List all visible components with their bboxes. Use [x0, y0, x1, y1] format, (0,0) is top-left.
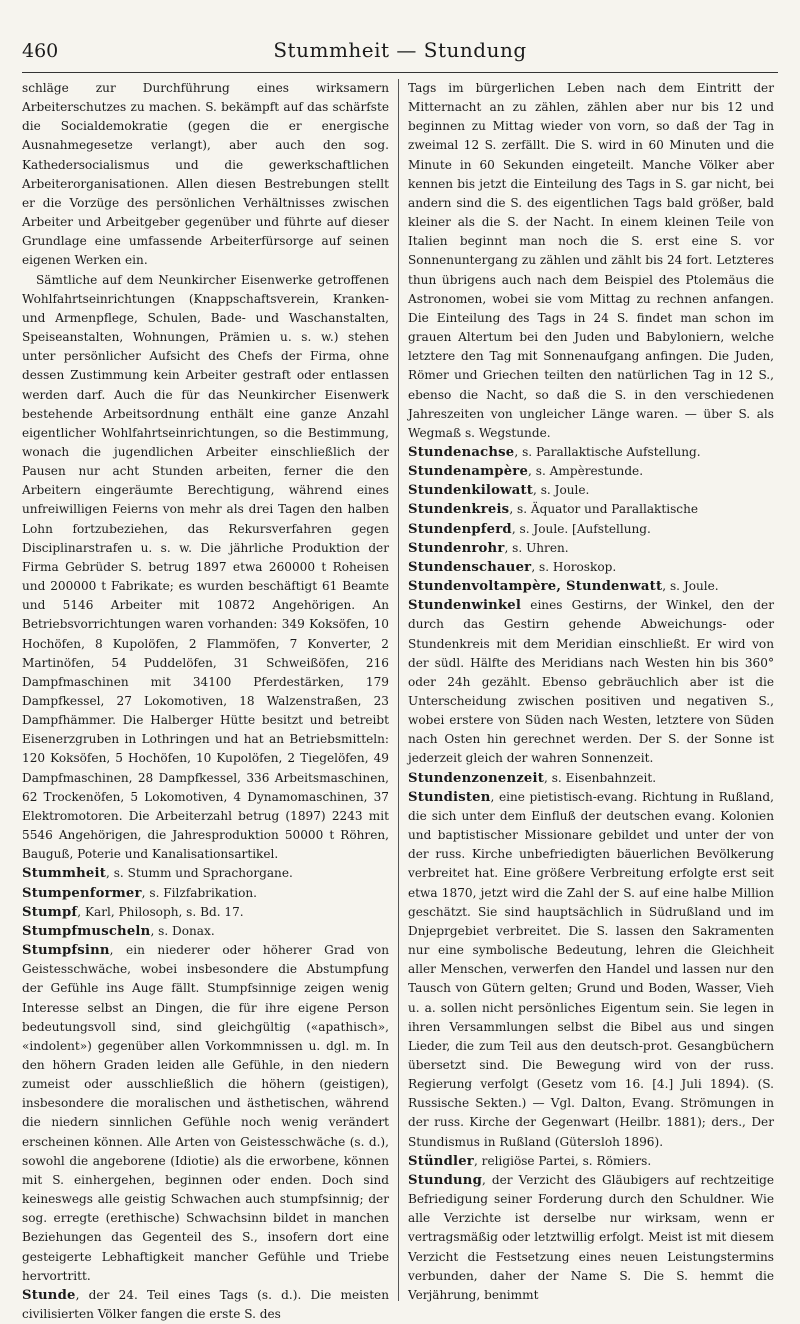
entry-text: eines Gestirns, der Winkel, den der durch das Gestirn gehende Abweichungs- oder Stundenkreis mit dem Meridian einschließt. Er wird von der südl. Hälfte des Meridians nach Westen hin bis 360° oder 24h gezählt. Ebenso gebräuchlich aber ist die Unterscheidung zwischen positiven und negativen S., wobei erstere von Süden nach Westen, letztere von Süden nach Osten hin gerechnet werden. Der S. der Sonne ist jederzeit gleich der wahren Sonnenzeit.: [408, 598, 774, 766]
entry-headword: Stundenpferd: [408, 521, 512, 537]
running-title: Stummheit — Stundung: [273, 38, 527, 62]
dictionary-entry: [22, 884, 389, 903]
entry-text: , s. Joule. [Aufstellung.: [511, 521, 651, 536]
left-column: [22, 79, 398, 1321]
entry-headword: Stundenwinkel: [408, 598, 522, 614]
entry-headword: Stunde: [22, 1287, 76, 1303]
dictionary-entry: [408, 577, 774, 596]
entry-text: , s. Joule.: [533, 483, 590, 498]
body-paragraph: Tags im bürgerlichen Leben nach dem Eintritt der Mitternacht an zu zählen, zählen aber nur bis 12 und beginnen zu Mittag wieder von vorn, so daß der Tag in zweimal 12 S. zerfällt. Die S. wird in 60 Minuten und die Minute in 60 Sekunden eingeteilt. Manche Völker aber kennen bis jetzt die Einteilung des Tags in S. gar nicht, bei andern sind die S. des eigentlichen Tags bald größer, bald kleiner als die S. der Nacht. In einem kleinen Teile von Italien beginnt man noch die S. erst eine S. vor Sonnenuntergang zu zählen und zählt bis 24 fort. Letzteres thun übrigens auch nach dem Beispiel des Ptolemäus die Astronomen, wobei sie vom Mittag zu rechnen anfangen. Die Einteilung des Tags in 24 S. findet man schon im grauen Altertum bei den Juden und Babyloniern, welche letztere den Tag mit Sonnenaufgang anfingen. Die Juden, Römer und Griechen teilten den natürlichen Tag in 12 S., ebenso die Nacht, so daß die S. in den verschiedenen Jahreszeiten von ungleicher Länge waren. — über S. als Wegmaß s. Wegstunde.: [408, 81, 774, 440]
entry-text: , s. Horoskop.: [531, 559, 617, 574]
dictionary-entry: [408, 596, 774, 768]
dictionary-entry: [408, 1152, 774, 1171]
dictionary-entry: [408, 769, 774, 788]
dictionary-entry: [22, 922, 389, 941]
entry-text: , der Verzicht des Gläubigers auf rechtzeitige Befriedigung seiner Forderung durch den Schuldner. Wie alle Verzichte ist derselbe nur wirksam, wenn er vertragsmäßig oder letztwillig erfolgt. Meist ist mit diesem Verzicht die Festsetzung eines neuen Leistungstermins verbunden, daher der Name S. Die S. hemmt die Verjährung, benimmt: [408, 1172, 774, 1302]
entry-headword: Stumpf: [22, 904, 78, 920]
dictionary-entry: [408, 558, 774, 577]
entry-headword: Stundenampère: [408, 464, 529, 480]
entry-headword: Stundenvoltampère, Stundenwatt: [408, 579, 663, 595]
entry-headword: Stundung: [408, 1172, 483, 1188]
dictionary-entry: [22, 941, 389, 1286]
dictionary-entry: [408, 481, 774, 500]
entry-text: , s. Stumm und Sprachorgane.: [106, 866, 293, 881]
text-columns: [22, 79, 778, 1321]
body-paragraph: Sämtliche auf dem Neunkircher Eisenwerke getroffenen Wohlfahrtseinrichtungen (Knappschaftsverein, Kranken- und Armenpflege, Schulen, Bade- und Waschanstalten, Speiseanstalten, Wohnungen, Prämien u. s. w.) stehen unter persönlicher Aufsicht des Chefs der Firma, ohne dessen Zustimmung kein Arbeiter gestraft oder entlassen werden darf. Auch die für das Neunkircher Eisenwerk bestehende Arbeitsordnung enthält eine ganze Anzahl eigentlicher Wohlfahrtseinrichtungen, so die Bestimmung, wonach die jugendlichen Arbeiter einschließlich der Pausen nur acht Stunden arbeiten, ferner die den Arbeitern eingeräumte Berechtigung, während eines unfreiwilligen Feierns von mehr als drei Tagen den halben Lohn fortzubeziehen, das Rekursverfahren gegen Disciplinarstrafen u. s. w. Die jährliche Produktion der Firma Gebrüder S. betrug 1897 etwa 260000 t Roheisen und 200000 t Fabrikate; es wurden beschäftigt 61 Beamte und 5146 Arbeiter mit 10872 Angehörigen. An Betriebsvorrichtungen waren vorhanden: 349 Koksöfen, 10 Hochöfen, 8 Kupolöfen, 2 Flammöfen, 7 Konverter, 2 Martinöfen, 54 Puddelöfen, 31 Schweißöfen, 216 Dampfmaschinen mit 34100 Pferdestärken, 179 Dampfkessel, 27 Lokomotiven, 18 Walzenstraßen, 23 Dampfhämmer. Die Halberger Hütte besitzt und betreibt Eisenerzgruben in Lothringen und hat an Betriebsmitteln: 120 Koksöfen, 5 Hochöfen, 10 Kupolöfen, 2 Tiegelöfen, 49 Dampfmaschinen, 28 Dampfkessel, 336 Arbeitsmaschinen, 62 Trockenöfen, 5 Lokomotiven, 4 Dynamomaschinen, 37 Elektromotoren. Die Arbeiterzahl betrug (1897) 2243 mit 5546 Angehörigen, die Jahresproduktion 50000 t Röhren, Bauguß, Poterie und Kanalisationsartikel.: [22, 272, 389, 862]
dictionary-entry: [408, 788, 774, 1152]
dictionary-entry: [22, 1286, 389, 1324]
entry-headword: Stumpfsinn: [22, 943, 110, 959]
dictionary-entry: [408, 520, 774, 539]
entry-text: , s. Parallaktische Aufstellung.: [514, 444, 701, 459]
entry-text: , religiöse Partei, s. Römiers.: [473, 1153, 652, 1168]
dictionary-entry: [408, 539, 774, 558]
entry-text: , ein niederer oder höherer Grad von Geistesschwäche, wobei insbesondere die Abstumpfung der Gefühle ins Auge fällt. Stumpfsinnige zeigen wenig Interesse selbst an Dingen, die für ihre eigene Person bedeutungsvoll sind, sind gleichgültig («apathisch», «indolent») gegenüber allen Vorkommnissen u. dgl. m. In den höhern Graden leiden alle Gefühle, in den niedern zumeist oder ausschließlich die höhern (geistigen), insbesondere die moralischen und ästhetischen, während die niedern sinnlichen Gefühle noch wenig verändert erscheinen können. Alle Arten von Geistesschwäche (s. d.), sowohl die angeborene (Idiotie) als die erworbene, können mit S. einhergehen, beginnen oder enden. Doch sind keineswegs alle geistig Schwachen auch stumpfsinnig; der sog. erregte (erethische) Schwachsinn bildet in manchen Beziehungen das Gegenteil des S., insofern dort eine gesteigerte Lebhaftigkeit mancher Gefühle und Triebe hervortritt.: [22, 943, 389, 1283]
entry-headword: Stumpenformer: [22, 885, 142, 901]
entry-text: , s. Eisenbahnzeit.: [544, 770, 657, 785]
entry-text: , eine pietistisch-evang. Richtung in Rußland, die sich unter dem Einfluß der deutschen evang. Kolonien und baptistischer Missionare gebildet und unter der von der russ. Kirche unbefriedigten bäuerlichen Bevölkerung verbreitet hat. Eine größere Verbreitung erfolgte erst seit etwa 1870, jetzt wird die Zahl der S. auf eine halbe Million geschätzt. Sie sind hauptsächlich in Südrußland und im Dnjeprgebiet verbreitet. Die S. lassen den Sakramenten nur eine symbolische Bedeutung, lehren die Gleichheit aller Menschen, verwerfen den Handel und lassen nur den Tausch von Gütern gelten; Grund und Boden, Wasser, Vieh u. a. sollen nicht persönliches Eigentum sein. Sie legen in ihren Versammlungen selbst die Bibel aus und singen Lieder, die zum Teil aus den deutsch-prot. Gesangbüchern übersetzt sind. Die Bewegung wird von der russ. Regierung verfolgt (Gesetz vom 16. [4.] Juli 1894). (S. Russische Sekten.) — Vgl. Dalton, Evang. Strömungen in der russ. Kirche der Gegenwart (Heilbr. 1881); ders., Der Stundismus in Rußland (Gütersloh 1896).: [408, 789, 774, 1149]
entry-text: , s. Äquator und Parallaktische: [509, 502, 699, 517]
dictionary-entry: [408, 462, 774, 481]
entry-text: , s. Filzfabrikation.: [141, 885, 258, 900]
entry-text: , der 24. Teil eines Tags (s. d.). Die meisten civilisierten Völker fangen die erste S. des: [22, 1287, 389, 1321]
dictionary-entry: [22, 864, 389, 883]
dictionary-entry: [22, 903, 389, 922]
entry-text: , s. Uhren.: [504, 540, 569, 555]
entry-headword: Stundenzonenzeit: [408, 770, 545, 786]
entry-headword: Stundenschauer: [408, 559, 532, 575]
entry-text: , Karl, Philosoph, s. Bd. 17.: [77, 904, 244, 919]
entry-headword: Stündler: [408, 1153, 474, 1169]
entry-headword: Stumpfmuscheln: [22, 923, 151, 939]
entry-text: , s. Donax.: [150, 923, 215, 938]
page-header: [22, 38, 778, 73]
page-number: 460: [22, 40, 59, 62]
entry-headword: Stundenachse: [408, 444, 515, 460]
dictionary-entry: [408, 1171, 774, 1305]
entry-text: , s. Ampèrestunde.: [528, 464, 644, 479]
entry-headword: Stummheit: [22, 866, 106, 882]
dictionary-entry: [408, 443, 774, 462]
entry-headword: Stundenkreis: [408, 502, 510, 518]
entry-text: , s. Joule.: [662, 579, 719, 594]
entry-headword: Stundenrohr: [408, 540, 505, 556]
entry-headword: Stundenkilowatt: [408, 483, 534, 499]
entry-headword: Stundisten: [408, 789, 491, 805]
dictionary-entry: [408, 500, 774, 519]
right-column: [398, 79, 774, 1301]
body-paragraph: schläge zur Durchführung eines wirksamern Arbeiterschutzes zu machen. S. bekämpft auf das schärfste die Socialdemokratie (gegen die er energische Ausnahmegesetze verlangt), aber auch den sog. Kathedersocialismus und die gewerkschaftlichen Arbeiterorganisationen. Allen diesen Bestrebungen stellt er die Vorzüge des persönlichen Verhältnisses zwischen Arbeiter und Arbeitgeber gegenüber und führte auf dieser Grundlage eine umfassende Arbeiterfürsorge auf seinen eigenen Werken ein.: [22, 81, 389, 268]
